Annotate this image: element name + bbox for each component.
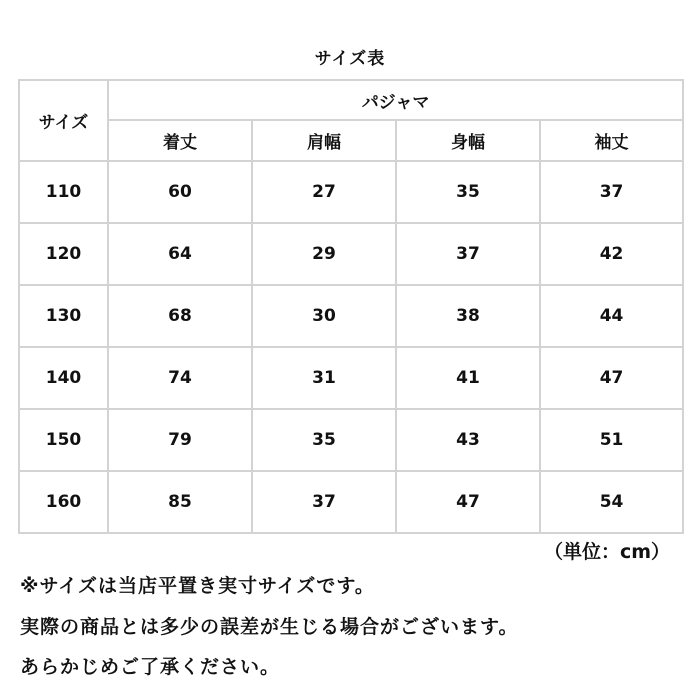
value-cell: 47 <box>396 471 540 533</box>
value-cell: 43 <box>396 409 540 471</box>
value-cell: 54 <box>540 471 683 533</box>
size-column-header: サイズ <box>19 80 108 161</box>
table-row <box>19 285 683 347</box>
size-cell: 140 <box>19 347 108 409</box>
size-cell: 160 <box>19 471 108 533</box>
size-cell: 150 <box>19 409 108 471</box>
value-cell: 79 <box>108 409 252 471</box>
note-line: 実際の商品とは多少の誤差が生じる場合がございます。 <box>20 616 519 638</box>
value-cell: 37 <box>396 223 540 285</box>
table-row <box>19 471 683 533</box>
value-cell: 37 <box>540 161 683 223</box>
size-cell: 130 <box>19 285 108 347</box>
group-header: パジャマ <box>108 80 683 120</box>
table-row <box>19 223 683 285</box>
value-cell: 68 <box>108 285 252 347</box>
table-subheader-row <box>19 120 683 161</box>
size-table <box>18 79 684 534</box>
value-cell: 74 <box>108 347 252 409</box>
value-cell: 37 <box>252 471 396 533</box>
table-row <box>19 347 683 409</box>
size-cell: 120 <box>19 223 108 285</box>
value-cell: 30 <box>252 285 396 347</box>
note-line: あらかじめご了承ください。 <box>20 656 281 678</box>
unit-label: （単位：cm） <box>543 541 670 563</box>
value-cell: 51 <box>540 409 683 471</box>
value-cell: 38 <box>396 285 540 347</box>
page-title: サイズ表 <box>314 49 386 69</box>
value-cell: 35 <box>396 161 540 223</box>
value-cell: 42 <box>540 223 683 285</box>
table-header-row <box>19 80 683 120</box>
value-cell: 29 <box>252 223 396 285</box>
value-cell: 41 <box>396 347 540 409</box>
value-cell: 44 <box>540 285 683 347</box>
column-header-length: 着丈 <box>108 120 252 161</box>
table-row <box>19 409 683 471</box>
column-header-shoulder: 肩幅 <box>252 120 396 161</box>
column-header-sleeve: 袖丈 <box>540 120 683 161</box>
size-cell: 110 <box>19 161 108 223</box>
column-header-chest: 身幅 <box>396 120 540 161</box>
value-cell: 35 <box>252 409 396 471</box>
value-cell: 31 <box>252 347 396 409</box>
note-line: ※サイズは当店平置き実寸サイズです。 <box>20 575 375 597</box>
table-row <box>19 161 683 223</box>
value-cell: 60 <box>108 161 252 223</box>
value-cell: 27 <box>252 161 396 223</box>
value-cell: 47 <box>540 347 683 409</box>
value-cell: 64 <box>108 223 252 285</box>
value-cell: 85 <box>108 471 252 533</box>
